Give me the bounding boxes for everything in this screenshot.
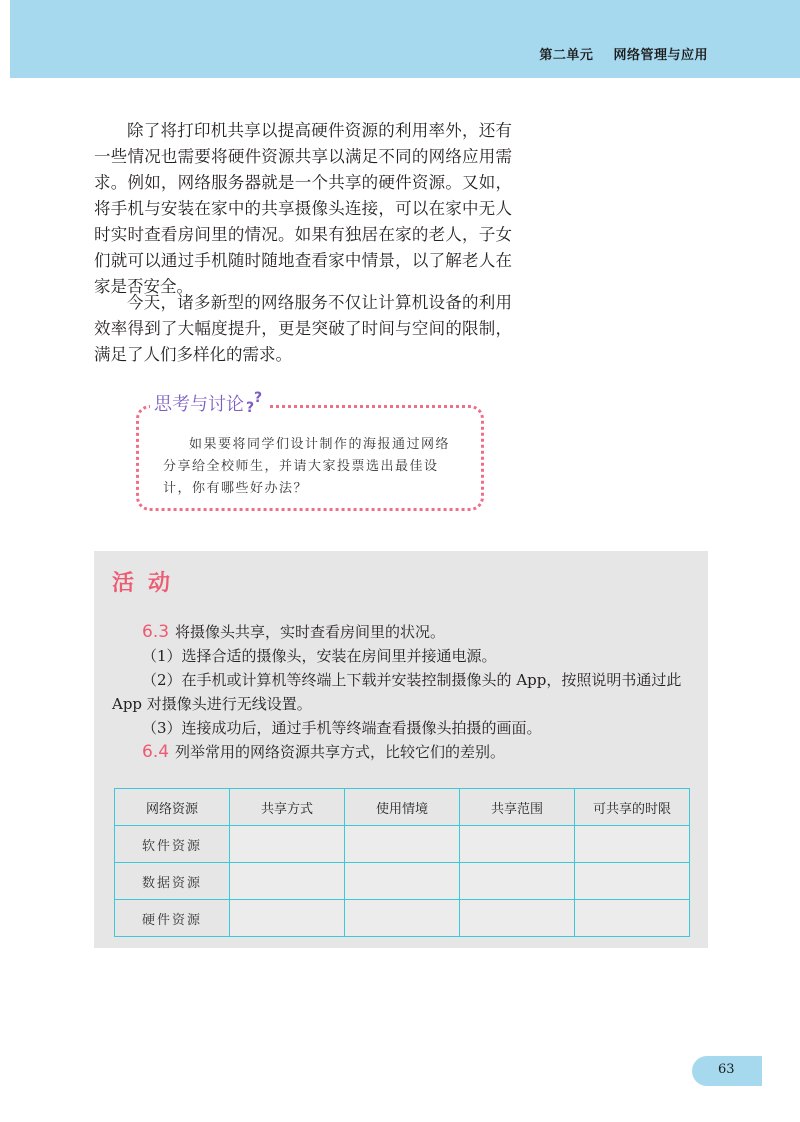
table-cell[interactable]: [230, 863, 345, 900]
column-header: 可共享的时限: [575, 789, 690, 826]
column-header: 共享范围: [460, 789, 575, 826]
table-cell[interactable]: [230, 826, 345, 863]
column-header: 网络资源: [115, 789, 230, 826]
step-1: （1）选择合适的摄像头，安装在房间里并接通电源。: [142, 647, 497, 665]
table-cell[interactable]: [460, 863, 575, 900]
row-header: 硬件资源: [115, 900, 230, 937]
table-row: [115, 826, 690, 863]
paragraph-2: [94, 290, 512, 368]
table-cell[interactable]: [575, 900, 690, 937]
task-6-4: [112, 740, 692, 764]
step-2-line-2: App 对摄像头进行无线设置。: [112, 695, 312, 713]
text-line: 查看房间里的情况。如果有独居在家的老人，子女们就可: [94, 225, 513, 270]
discussion-heading: [150, 390, 268, 420]
header-band: [10, 0, 800, 78]
task-text: 将摄像头共享，实时查看房间里的状况。: [175, 623, 446, 641]
discussion-line: 分享给全校师生，并请大家投票选出最佳设计，: [163, 459, 439, 496]
text-line: 今天，诸多新型的网络服务不仅让计算机设备的利用效: [94, 293, 512, 338]
table-header-row: [115, 789, 690, 826]
text-line: 安全。: [143, 277, 193, 296]
task-text: 列举常用的网络资源共享方式，比较它们的差别。: [175, 743, 506, 761]
discussion-line: 如果要将同学们设计制作的海报通过网络: [189, 437, 451, 452]
task-number: 6.4: [142, 742, 170, 762]
text-line: 些情况也需要将硬件资源共享以满足不同的网络应用需求。: [94, 147, 513, 192]
discussion-line: 你有哪些好办法？: [192, 481, 309, 496]
task-6-3: [112, 620, 692, 644]
column-header: 共享方式: [230, 789, 345, 826]
table-cell[interactable]: [460, 900, 575, 937]
text-line: 与安装在家中的共享摄像头连接，可以在家中无人时实时: [94, 199, 513, 244]
table-row: [115, 900, 690, 937]
table-cell[interactable]: [345, 863, 460, 900]
question-marks-icon: ? ?: [246, 390, 263, 416]
task-number: 6.3: [142, 622, 170, 642]
discussion-text: [163, 434, 463, 500]
column-header: 使用情境: [345, 789, 460, 826]
paragraph-1: [94, 118, 512, 300]
table-cell[interactable]: [575, 863, 690, 900]
text-line: 除了将打印机共享以提高硬件资源的利用率外，还有一: [94, 121, 512, 166]
row-header: 数据资源: [115, 863, 230, 900]
resource-sharing-table: [114, 788, 690, 937]
text-line: 率得到了大幅度提升，更是突破了时间与空间的限制，满足: [94, 319, 513, 364]
table-cell[interactable]: [345, 900, 460, 937]
table-cell[interactable]: [575, 826, 690, 863]
table-row: [115, 863, 690, 900]
table-cell[interactable]: [460, 826, 575, 863]
table-cell[interactable]: [230, 900, 345, 937]
activity-title: 活动: [112, 571, 185, 596]
table-cell[interactable]: [345, 826, 460, 863]
text-line: 以通过手机随时随地查看家中情景，以了解老人在家是否: [94, 251, 513, 296]
text-line: 例如，网络服务器就是一个共享的硬件资源。又如，将手机: [94, 173, 513, 218]
unit-title: 第二单元 网络管理与应用: [539, 48, 708, 63]
discussion-title: 思考与讨论: [154, 394, 244, 415]
step-2-line-1: （2）在手机或计算机等终端上下载并安装控制摄像头的 App，按照说明书通过此: [142, 671, 682, 689]
text-line: 了人们多样化的需求。: [127, 345, 292, 364]
row-header: 软件资源: [115, 826, 230, 863]
step-3: （3）连接成功后，通过手机等终端查看摄像头拍摄的画面。: [142, 719, 542, 737]
page-number: 63: [718, 1062, 735, 1077]
